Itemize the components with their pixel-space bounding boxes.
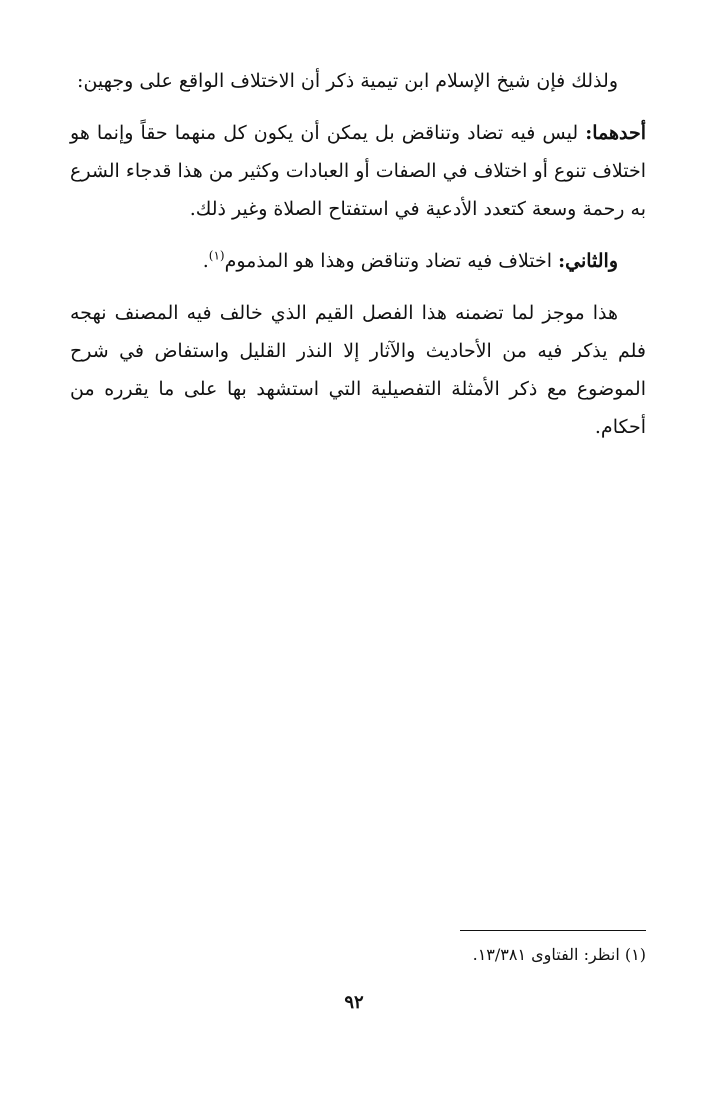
footnote: (١) انظر: الفتاوى ١٣/٣٨١. <box>472 945 646 964</box>
page-number: ٩٢ <box>344 992 364 1013</box>
paragraph-summary: هذا موجز لما تضمنه هذا الفصل القيم الذي خالف فيه المصنف نهجه فلم يذكر فيه من الأحاديث والآثار إلا النذر القليل واستفاض في شرح الموضوع مع ذكر الأمثلة التفصيلية التي استشهد بها على ما يقرره من أحكام. <box>70 302 646 438</box>
main-text <box>70 62 646 446</box>
footnote-reference: (١) <box>208 248 225 263</box>
paragraph-intro: ولذلك فإن شيخ الإسلام ابن تيمية ذكر أن الاختلاف الواقع على وجهين: <box>77 70 618 92</box>
footnote-divider <box>460 930 646 931</box>
paragraph-second-type <box>70 242 646 280</box>
first-type-heading: أحدهما: <box>585 122 646 144</box>
second-type-text: اختلاف فيه تضاد وتناقض وهذا هو المذموم <box>224 250 559 272</box>
first-type-text: ليس فيه تضاد وتناقض بل يمكن أن يكون كل منهما حقاً وإنما هو اختلاف تنوع أو اختلاف في الصفات أو العبادات وكثير من هذا قدجاء الشرع به رحمة وسعة كتعدد الأدعية في استفتاح الصلاة وغير ذلك. <box>70 122 646 220</box>
second-type-end: . <box>202 250 209 272</box>
paragraph-first-type <box>70 114 646 228</box>
second-type-heading: والثاني: <box>558 250 618 272</box>
